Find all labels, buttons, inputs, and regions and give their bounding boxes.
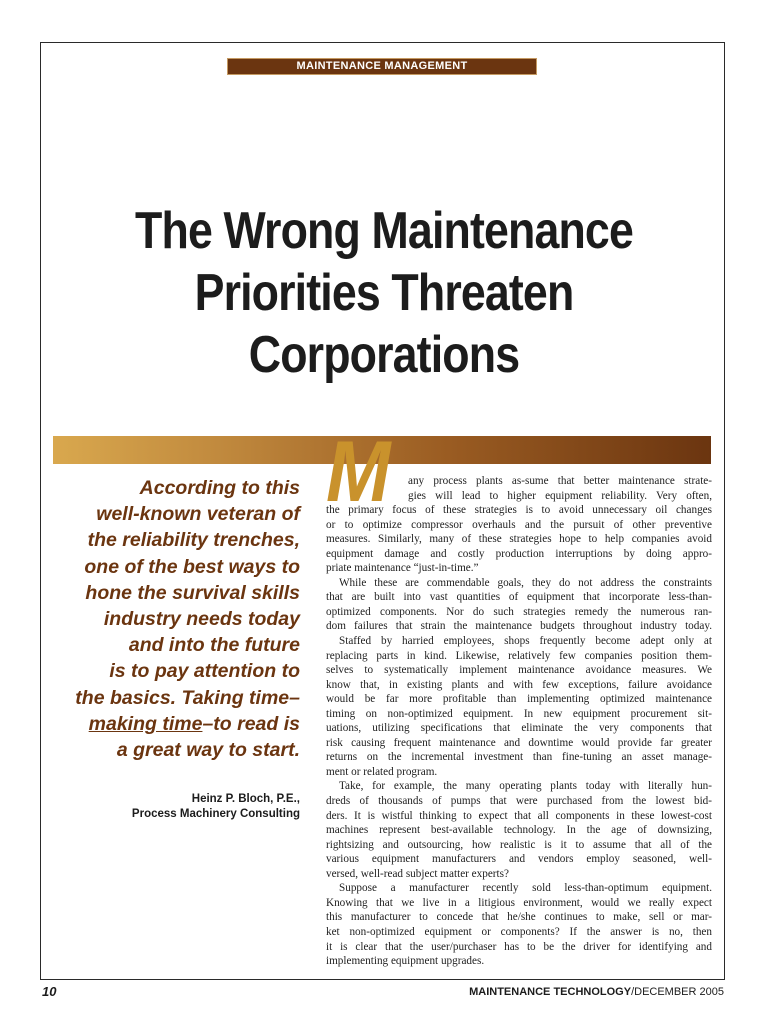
body-line: machines represent best-available technology. In the age of downsizing, bbox=[326, 824, 712, 837]
article-title bbox=[105, 200, 662, 386]
body-line: dom failures that strain the maintenance budgets throughout industry today. bbox=[326, 620, 712, 633]
body-line: measures. Similarly, many of these strategies hope to help companies avoid bbox=[326, 533, 712, 546]
issue-date: /DECEMBER 2005 bbox=[631, 986, 724, 998]
body-line: know that, in existing plants and with few exceptions, failure avoidance bbox=[326, 678, 712, 691]
body-line: that are built into vast quantities of equipment that incorporate less-than- bbox=[326, 591, 712, 604]
title-line: Corporations bbox=[248, 326, 520, 384]
body-line: dreds of thousands of pumps that were purchased from the lowest bid- bbox=[326, 795, 712, 808]
section-label: MAINTENANCE MANAGEMENT bbox=[227, 58, 537, 75]
body-line: ket non-optimized equipment or components? If the answer is no, then bbox=[326, 925, 712, 938]
body-line: this manufacturer to concede that he/she continues to make, sell or mar- bbox=[326, 911, 712, 924]
article-body bbox=[326, 474, 712, 969]
publication-name: MAINTENANCE TECHNOLOGY bbox=[469, 986, 632, 998]
body-line: replacing parts in kind. Likewise, relatively few companies position them- bbox=[326, 649, 712, 662]
body-line: priate maintenance “just-in-time.” bbox=[326, 562, 479, 575]
pull-quote-line: one of the best ways to bbox=[84, 555, 300, 578]
byline bbox=[60, 792, 300, 822]
body-line: versed, well-read subject matter experts? bbox=[326, 867, 509, 880]
pull-quote-line: hone the survival skills bbox=[85, 581, 300, 604]
pull-quote bbox=[60, 475, 300, 763]
body-line: Staffed by harried employees, shops frequently become adept only at bbox=[339, 635, 712, 648]
author-name: Heinz P. Bloch, P.E., bbox=[191, 793, 300, 805]
pull-quote-line-rest: –to read is bbox=[202, 712, 300, 735]
pull-quote-line bbox=[60, 711, 300, 737]
body-line: ment or related program. bbox=[326, 765, 438, 778]
body-line: or to optimize compressor overhauls and the pursuit of other preventive bbox=[326, 518, 712, 531]
pull-quote-line: industry needs today bbox=[103, 608, 300, 631]
pull-quote-emphasis: making time bbox=[88, 712, 203, 735]
pull-quote-line: the basics. Taking time– bbox=[75, 686, 300, 709]
body-line: selves to systematically implement maintenance avoidance measures. We bbox=[326, 664, 712, 677]
body-line: Suppose a manufacturer recently sold less-than-optimum equipment. bbox=[339, 882, 712, 895]
body-line: Take, for example, the many operating plants today with literally hun- bbox=[339, 780, 712, 793]
pull-quote-line: well-known veteran of bbox=[96, 503, 300, 526]
body-line: uations, utilizing specifications that eliminate the very components that bbox=[326, 722, 712, 735]
body-line: would be far more profitable than implementing optimized maintenance bbox=[326, 693, 712, 706]
pull-quote-line: the reliability trenches, bbox=[87, 529, 300, 552]
body-line: any process plants as-sume that better maintenance strate- bbox=[408, 475, 712, 487]
body-line: ders. It is wistful thinking to expect that all components in these lowest-cost bbox=[326, 809, 712, 822]
body-line: rightsizing and outsourcing, how realistic is it to assume that all of the bbox=[326, 838, 712, 851]
body-line: Knowing that we live in a litigious environment, would we really expect bbox=[326, 896, 712, 909]
body-line: risk causing frequent maintenance and downtime would provide far greater bbox=[326, 736, 712, 749]
pull-quote-line: and into the future bbox=[128, 634, 300, 657]
pull-quote-line: a great way to start. bbox=[116, 739, 300, 762]
page-number: 10 bbox=[42, 984, 57, 999]
body-line: gies will lead to higher equipment reliability. Very often, bbox=[408, 489, 712, 502]
body-line: While these are commendable goals, they do not address the constraints bbox=[339, 576, 712, 589]
drop-cap: M bbox=[326, 424, 391, 520]
pull-quote-line: According to this bbox=[139, 477, 300, 499]
body-line: timing on non-optimized equipment. In new equipment procurement sit- bbox=[326, 707, 712, 720]
publication-credit bbox=[469, 986, 724, 998]
body-line: returns on the incremental investment than fine-tuning an asset manage- bbox=[326, 751, 712, 764]
pull-quote-line: is to pay attention to bbox=[109, 660, 300, 683]
body-line: various equipment manufacturers and vendors employ seasoned, well- bbox=[326, 853, 712, 866]
body-line: implementing equipment upgrades. bbox=[326, 955, 485, 968]
body-line: the primary focus of these strategies is to avoid unnecessary oil changes bbox=[326, 504, 712, 517]
author-affiliation: Process Machinery Consulting bbox=[131, 808, 300, 820]
title-line: The Wrong Maintenance bbox=[135, 202, 633, 260]
body-line: equipment damage and costly production interruptions by doing appro- bbox=[326, 547, 712, 560]
body-line: it is clear that the user/purchaser has to be the driver for identifying and bbox=[326, 940, 712, 953]
body-line: optimized components. Nor do such strategies remedy the numerous ran- bbox=[326, 605, 712, 618]
title-line: Priorities Threaten bbox=[194, 264, 574, 322]
